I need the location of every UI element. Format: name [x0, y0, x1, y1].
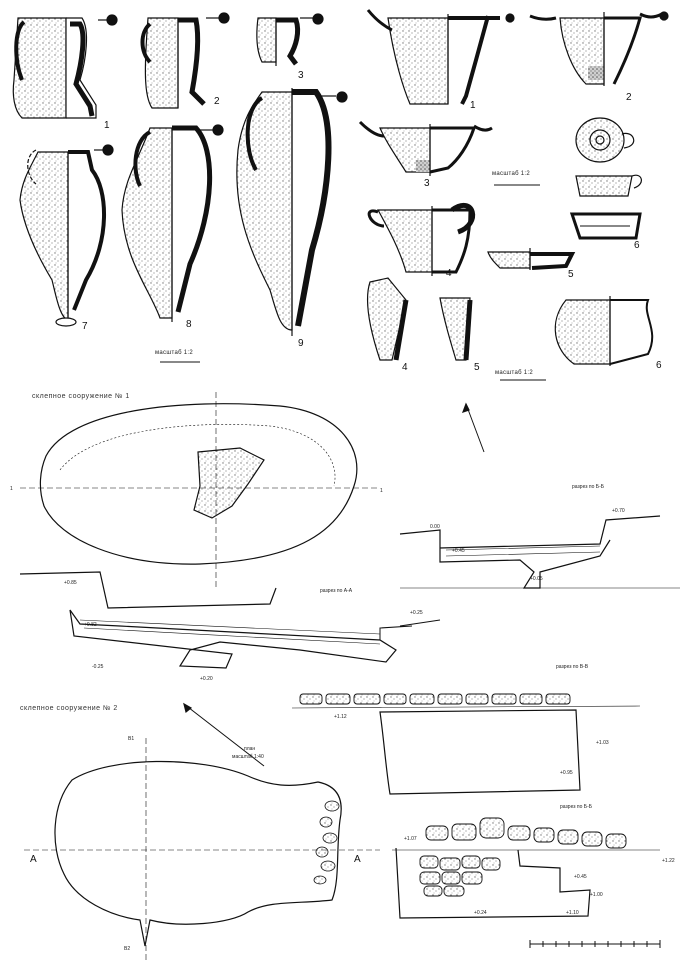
- vessel-scale-label: масштаб 1:2: [492, 171, 531, 177]
- amphora-num-7: 7: [82, 321, 88, 332]
- vessel-num-4b: 4: [402, 362, 408, 373]
- structure-2-axis-top: В1: [128, 736, 135, 742]
- s2-elev-1: +1.12: [334, 714, 347, 720]
- structure-2-plan-outline: [55, 761, 341, 946]
- structure-1-plan-inner: [60, 424, 335, 486]
- vessel-num-6: 6: [634, 240, 640, 251]
- structure-2-section-label: разрез по Б-Б: [560, 804, 593, 810]
- s2-elev-5: +1.00: [590, 892, 603, 898]
- vessels-group: [360, 10, 668, 366]
- structure-1-stone: [194, 448, 264, 518]
- vessel-scale-label-2: масштаб 1:2: [495, 370, 534, 376]
- vessel-3: [360, 122, 492, 176]
- structure-2-scale: масштаб 1:40: [232, 754, 264, 760]
- structure-2-plan: план: [244, 746, 256, 752]
- vessel-num-5: 5: [568, 269, 574, 280]
- s2-elev-2: +1.03: [596, 740, 609, 746]
- vessel-num-5b: 5: [474, 362, 480, 373]
- structure-2-scale-bar: [530, 940, 660, 948]
- s2-elev-9: +1.07: [404, 836, 417, 842]
- vessel-scales: [492, 171, 546, 380]
- structure-2-title: склепное сооружение № 2: [20, 705, 118, 712]
- vessel-4: [369, 205, 472, 276]
- s2-elev-7: +1.10: [566, 910, 579, 916]
- structure-1-plan-outline: [40, 404, 356, 564]
- vessel-foot-5: [440, 298, 470, 360]
- structure-2-section-bottom: [392, 818, 660, 918]
- amphora-num-3: 3: [298, 70, 304, 81]
- amphora-num-1: 1: [104, 120, 110, 131]
- amphora-2: [143, 13, 230, 108]
- bb-elev-4: +0.05: [530, 576, 543, 582]
- aa-elev-3: +0.25: [410, 610, 423, 616]
- bb-elev-3: +0.70: [612, 508, 625, 514]
- bb-elev-1: 0.00: [430, 524, 440, 530]
- structure-1-axis-right: 1: [380, 488, 383, 494]
- structure-2: [20, 694, 675, 962]
- section-cc-label: разрез по В-В: [556, 664, 589, 670]
- amphora-1: [13, 15, 117, 118]
- north-arrow-1: [466, 404, 484, 452]
- s2-elev-6: +0.24: [474, 910, 487, 916]
- vessel-num-4: 4: [446, 268, 452, 279]
- structure-1: [10, 392, 680, 682]
- amphora-num-9: 9: [298, 338, 304, 349]
- amphora-scale-label: масштаб 1:2: [155, 350, 194, 356]
- vessel-6: [555, 296, 652, 366]
- bb-elev-2: +0.45: [452, 548, 465, 554]
- vessel-2: [530, 12, 668, 86]
- amphora-8: [122, 125, 223, 322]
- vessel-num-3: 3: [424, 178, 430, 189]
- amphora-num-2: 2: [214, 96, 220, 107]
- structure-2-axis-right: А: [354, 854, 361, 865]
- structure-2-section-top: [292, 694, 640, 794]
- amphora-num-8: 8: [186, 319, 192, 330]
- s2-elev-3: +0.95: [560, 770, 573, 776]
- amphora-7: [20, 145, 113, 326]
- structure-2-axis-bottom: В2: [124, 946, 131, 952]
- amphora-9: [237, 88, 347, 336]
- vessel-5: [488, 248, 572, 270]
- aa-elev-2: +0.82: [84, 622, 97, 628]
- vessel-num-1: 1: [470, 100, 476, 111]
- amphorae-group: [13, 13, 347, 336]
- s2-elev-8: +1.22: [662, 858, 675, 864]
- aa-elev-1: +0.85: [64, 580, 77, 586]
- aa-elev-5: -0.25: [92, 664, 104, 670]
- structure-1-title: склепное сооружение № 1: [32, 393, 130, 400]
- structure-2-axis-left: А: [30, 854, 37, 865]
- structure-2-stones: [314, 801, 339, 884]
- vessel-foot-4: [368, 278, 406, 360]
- s2-elev-4: +0.45: [574, 874, 587, 880]
- section-aa-label: разрез по А-А: [320, 588, 353, 594]
- amphora-3: [257, 14, 323, 66]
- vessel-num-6b: 6: [656, 360, 662, 371]
- section-bb-label: разрез по Б-Б: [572, 484, 605, 490]
- vessel-askos: [572, 118, 641, 238]
- vessel-num-2: 2: [626, 92, 632, 103]
- structure-1-axis-left: 1: [10, 486, 13, 492]
- vessel-1: [368, 10, 514, 104]
- section-aa-profile: [20, 572, 396, 668]
- amphora-scale: [155, 350, 200, 362]
- aa-elev-4: +0.20: [200, 676, 213, 682]
